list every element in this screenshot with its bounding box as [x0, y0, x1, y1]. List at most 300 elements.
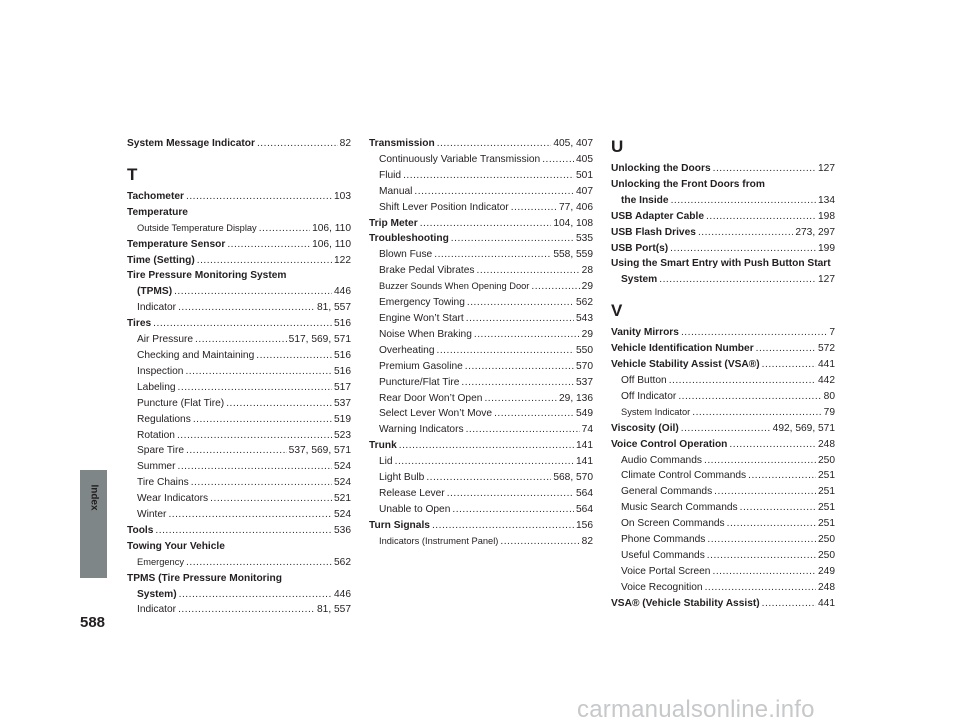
- entry-pages: 405: [576, 153, 593, 165]
- leader-dots: [712, 564, 816, 580]
- index-entry[interactable]: [369, 470, 593, 486]
- entry-pages: 122: [334, 254, 351, 266]
- entry-pages: 516: [334, 365, 351, 377]
- leader-dots: [466, 422, 580, 438]
- entry-pages: 446: [334, 286, 351, 298]
- index-entry[interactable]: [369, 327, 593, 343]
- index-entry[interactable]: [127, 253, 351, 269]
- index-entry[interactable]: [127, 587, 351, 603]
- entry-label: USB Flash Drives: [611, 226, 696, 238]
- index-column-1: [127, 136, 351, 618]
- entry-label: USB Adapter Cable: [611, 210, 705, 222]
- leader-dots: [259, 221, 310, 237]
- entry-pages: 7: [829, 327, 835, 339]
- leader-dots: [399, 438, 574, 454]
- leader-dots: [659, 272, 816, 288]
- entry-pages: 549: [576, 408, 593, 420]
- leader-dots: [168, 507, 332, 523]
- entry-label: Unable to Open: [379, 503, 451, 515]
- entry-pages: 106, 110: [312, 238, 351, 250]
- leader-dots: [437, 343, 575, 359]
- entry-pages: 79: [823, 406, 835, 418]
- leader-dots: [226, 396, 332, 412]
- entry-pages: 29: [581, 281, 593, 293]
- index-entry[interactable]: [611, 405, 835, 421]
- leader-dots: [670, 241, 816, 257]
- index-entry[interactable]: [611, 580, 835, 596]
- entry-label: Regulations: [137, 413, 191, 425]
- entry-pages: 29: [581, 328, 593, 340]
- entry-label: Tire Chains: [137, 477, 189, 489]
- leader-dots: [193, 412, 332, 428]
- leader-dots: [434, 247, 551, 263]
- index-entry[interactable]: [127, 316, 351, 332]
- entry-label: Music Search Commands: [621, 502, 738, 514]
- leader-dots: [748, 468, 816, 484]
- leader-dots: [210, 491, 332, 507]
- leader-dots: [707, 548, 816, 564]
- entry-pages: 535: [576, 233, 593, 245]
- entry-pages: 517, 569, 571: [288, 334, 351, 346]
- index-heading: Towing Your Vehicle: [127, 540, 225, 552]
- entry-label: Vehicle Stability Assist (VSA®): [611, 359, 760, 371]
- leader-dots: [756, 341, 816, 357]
- entry-label: System: [621, 274, 658, 286]
- entry-label: Winter: [137, 509, 167, 521]
- entry-pages: 536: [334, 524, 351, 536]
- leader-dots: [195, 332, 287, 348]
- index-entry[interactable]: [611, 548, 835, 564]
- entry-pages: 77, 406: [559, 201, 593, 213]
- leader-dots: [178, 602, 315, 618]
- entry-label: Outside Temperature Display: [137, 222, 257, 233]
- index-entry[interactable]: [369, 343, 593, 359]
- entry-label: Rear Door Won’t Open: [379, 392, 483, 404]
- entry-label: System): [137, 588, 177, 600]
- index-entry[interactable]: [611, 453, 835, 469]
- leader-dots: [461, 375, 574, 391]
- leader-dots: [414, 184, 574, 200]
- entry-label: Manual: [379, 185, 413, 197]
- index-entry[interactable]: [369, 216, 593, 232]
- entry-pages: 501: [576, 169, 593, 181]
- entry-pages: 82: [581, 535, 593, 547]
- leader-dots: [185, 364, 332, 380]
- index-entry[interactable]: [127, 412, 351, 428]
- index-entry[interactable]: [611, 421, 835, 437]
- entry-label: Indicator: [137, 302, 177, 314]
- entry-label: Unlocking the Doors: [611, 163, 711, 174]
- index-entry[interactable]: [369, 136, 593, 152]
- entry-label: Warning Indicators: [379, 424, 464, 436]
- entry-label: Premium Gasoline: [379, 360, 463, 372]
- index-entry[interactable]: [611, 564, 835, 580]
- index-entry[interactable]: [127, 396, 351, 412]
- entry-pages: 127: [818, 274, 835, 286]
- entry-label: System Indicator: [621, 406, 691, 417]
- entry-label: (TPMS): [137, 286, 173, 298]
- side-tab-label: Index: [88, 484, 100, 511]
- col2-entries: [369, 136, 593, 550]
- leader-dots: [474, 327, 580, 343]
- index-entry[interactable]: [369, 406, 593, 422]
- entry-pages: 524: [334, 477, 351, 489]
- entry-label: Off Button: [621, 374, 667, 386]
- letter-heading-u: U: [611, 137, 624, 156]
- index-entry[interactable]: [127, 459, 351, 475]
- entry-label: Lid: [379, 456, 393, 468]
- leader-dots: [153, 316, 332, 332]
- index-entry[interactable]: [369, 200, 593, 216]
- entry-label: Rotation: [137, 429, 175, 441]
- index-entry[interactable]: [611, 357, 835, 373]
- entry-label: Phone Commands: [621, 534, 706, 546]
- entry-label: Voice Recognition: [621, 581, 703, 593]
- index-entry[interactable]: [127, 507, 351, 523]
- leader-dots: [705, 580, 816, 596]
- leader-dots: [178, 300, 315, 316]
- entry-pages: 564: [576, 487, 593, 499]
- leader-dots: [186, 189, 332, 205]
- leader-dots: [704, 453, 816, 469]
- leader-dots: [465, 359, 574, 375]
- entry-pages: 492, 569, 571: [772, 422, 835, 434]
- entry-label: Voice Portal Screen: [621, 565, 711, 577]
- entry-label: USB Port(s): [611, 242, 669, 254]
- leader-dots: [466, 311, 574, 327]
- leader-dots: [500, 534, 579, 550]
- index-entry[interactable]: [127, 221, 351, 237]
- leader-dots: [671, 193, 816, 209]
- leader-dots: [707, 532, 816, 548]
- leader-dots: [477, 263, 580, 279]
- entry-label: Transmission: [369, 138, 435, 149]
- index-entry[interactable]: [611, 532, 835, 548]
- entry-pages: 564: [576, 503, 593, 515]
- index-entry[interactable]: [127, 364, 351, 380]
- index-entry[interactable]: [369, 295, 593, 311]
- entry-pages: 570: [576, 360, 593, 372]
- index-entry[interactable]: [369, 391, 593, 407]
- entry-pages: 199: [818, 242, 835, 254]
- index-entry[interactable]: [369, 422, 593, 438]
- watermark: carmanualsonline.info: [577, 696, 815, 723]
- index-entry[interactable]: [369, 152, 593, 168]
- entry-pages: 521: [334, 493, 351, 505]
- index-column-3: [611, 136, 835, 612]
- entry-pages: 519: [334, 413, 351, 425]
- index-entry[interactable]: [127, 348, 351, 364]
- index-entry[interactable]: [611, 437, 835, 453]
- leader-dots: [395, 454, 574, 470]
- index-entry[interactable]: [611, 241, 835, 257]
- index-heading: TPMS (Tire Pressure Monitoring: [127, 572, 282, 584]
- leader-dots: [669, 373, 816, 389]
- leader-dots: [191, 475, 332, 491]
- entry-label: Light Bulb: [379, 472, 425, 484]
- leader-dots: [692, 405, 821, 421]
- entry-pages: 568, 570: [553, 472, 593, 484]
- entry-pages: 156: [576, 519, 593, 531]
- entry-pages: 74: [581, 424, 593, 436]
- entry-pages: 103: [334, 190, 351, 202]
- entry-label: Trunk: [369, 440, 397, 452]
- index-entry[interactable]: [611, 484, 835, 500]
- entry-pages: 81, 557: [317, 302, 351, 314]
- entry-label: Air Pressure: [137, 334, 194, 346]
- entry-pages: 251: [818, 470, 835, 482]
- entry-label: Summer: [137, 461, 176, 473]
- leader-dots: [729, 437, 816, 453]
- entry-label: Fluid: [379, 169, 402, 181]
- leader-dots: [706, 209, 816, 225]
- index-entry[interactable]: [369, 231, 593, 247]
- leader-dots: [420, 216, 552, 232]
- leader-dots: [727, 516, 816, 532]
- entry-label: Time (Setting): [127, 254, 195, 266]
- entry-pages: 198: [818, 210, 835, 222]
- entry-label: Useful Commands: [621, 549, 705, 561]
- leader-dots: [467, 295, 574, 311]
- entry-pages: 446: [334, 588, 351, 600]
- entry-label: Tools: [127, 524, 154, 536]
- index-heading: Temperature: [127, 206, 188, 218]
- entry-label: Audio Commands: [621, 454, 702, 466]
- entry-pages: 562: [576, 297, 593, 309]
- entry-pages: 524: [334, 509, 351, 521]
- entry-pages: 28: [581, 265, 593, 277]
- entry-label: Climate Control Commands: [621, 470, 747, 482]
- index-entry[interactable]: [369, 454, 593, 470]
- index-entry[interactable]: [127, 237, 351, 253]
- index-heading: Using the Smart Entry with Push Button Start: [611, 258, 831, 270]
- index-entry[interactable]: [127, 555, 351, 571]
- entry-label: Vehicle Identification Number: [611, 343, 754, 355]
- leader-dots: [713, 161, 816, 177]
- leader-dots: [174, 284, 332, 300]
- entry-label: Puncture/Flat Tire: [379, 376, 460, 388]
- index-entry[interactable]: [611, 272, 835, 288]
- entry-pages: 141: [576, 456, 593, 468]
- leader-dots: [256, 348, 332, 364]
- leader-dots: [426, 470, 551, 486]
- entry-pages: 82: [339, 138, 351, 149]
- entry-pages: 523: [334, 429, 351, 441]
- entry-label: Emergency Towing: [379, 297, 465, 309]
- index-entry[interactable]: [369, 359, 593, 375]
- leader-dots: [740, 500, 816, 516]
- leader-dots: [762, 357, 816, 373]
- entry-pages: 558, 559: [553, 249, 593, 261]
- leader-dots: [447, 486, 574, 502]
- entry-label: Shift Lever Position Indicator: [379, 201, 509, 213]
- leader-dots: [762, 596, 816, 612]
- index-entry[interactable]: [611, 500, 835, 516]
- letter-heading-t: T: [127, 164, 138, 184]
- entry-pages: 524: [334, 461, 351, 473]
- entry-label: Wear Indicators: [137, 493, 209, 505]
- entry-pages: 251: [818, 518, 835, 530]
- entry-pages: 81, 557: [317, 604, 351, 616]
- index-entry[interactable]: [127, 428, 351, 444]
- index-entry[interactable]: [611, 209, 835, 225]
- entry-pages: 248: [818, 438, 835, 450]
- entry-label: System Message Indicator: [127, 138, 255, 149]
- leader-dots: [197, 253, 332, 269]
- col1-pre-entries: [127, 136, 351, 152]
- entry-pages: 104, 108: [553, 217, 593, 229]
- index-entry[interactable]: [611, 468, 835, 484]
- leader-dots: [452, 502, 574, 518]
- entry-label: Continuously Variable Transmission: [379, 153, 541, 165]
- index-entry[interactable]: [369, 311, 593, 327]
- entry-label: Blown Fuse: [379, 249, 433, 261]
- entry-label: Tachometer: [127, 190, 184, 202]
- entry-pages: 250: [818, 549, 835, 561]
- col3-v-entries: [611, 325, 835, 611]
- entry-pages: 550: [576, 344, 593, 356]
- entry-label: VSA® (Vehicle Stability Assist): [611, 597, 760, 609]
- entry-pages: 141: [576, 440, 593, 452]
- entry-label: Temperature Sensor: [127, 238, 226, 250]
- leader-dots: [177, 428, 332, 444]
- entry-label: Tires: [127, 318, 152, 330]
- index-entry[interactable]: [127, 523, 351, 539]
- entry-label: Puncture (Flat Tire): [137, 397, 225, 409]
- index-entry[interactable]: [611, 516, 835, 532]
- leader-dots: [179, 587, 332, 603]
- leader-dots: [155, 523, 332, 539]
- entry-pages: 441: [818, 359, 835, 371]
- entry-label: Indicators (Instrument Panel): [379, 535, 499, 546]
- entry-pages: 250: [818, 534, 835, 546]
- index-entry[interactable]: [127, 136, 351, 152]
- index-entry[interactable]: [369, 438, 593, 454]
- entry-label: On Screen Commands: [621, 518, 725, 530]
- leader-dots: [186, 555, 332, 571]
- entry-pages: 442: [818, 374, 835, 386]
- index-column-2: [369, 136, 593, 550]
- index-heading: Tire Pressure Monitoring System: [127, 270, 287, 282]
- entry-label: Emergency: [137, 556, 185, 567]
- entry-label: Engine Won’t Start: [379, 312, 464, 324]
- index-entry[interactable]: [369, 279, 593, 295]
- entry-pages: 537: [576, 376, 593, 388]
- index-entry[interactable]: [127, 443, 351, 459]
- entry-pages: 516: [334, 318, 351, 330]
- leader-dots: [542, 152, 574, 168]
- index-entry[interactable]: [127, 332, 351, 348]
- leader-dots: [681, 325, 827, 341]
- entry-pages: 407: [576, 185, 593, 197]
- index-entry[interactable]: [611, 225, 835, 241]
- leader-dots: [227, 237, 310, 253]
- leader-dots: [432, 518, 574, 534]
- leader-dots: [257, 136, 338, 152]
- leader-dots: [178, 380, 332, 396]
- index-entry[interactable]: [127, 189, 351, 205]
- entry-pages: 250: [818, 454, 835, 466]
- entry-pages: 543: [576, 312, 593, 324]
- entry-pages: 134: [818, 194, 835, 206]
- leader-dots: [186, 443, 287, 459]
- entry-pages: 251: [818, 502, 835, 514]
- entry-pages: 29, 136: [559, 392, 593, 404]
- entry-label: Viscosity (Oil): [611, 422, 679, 434]
- entry-label: Spare Tire: [137, 445, 184, 457]
- col1-entries: [127, 189, 351, 618]
- entry-label: Brake Pedal Vibrates: [379, 265, 475, 277]
- entry-label: Turn Signals: [369, 519, 430, 531]
- index-entry[interactable]: [611, 341, 835, 357]
- index-side-label: [80, 450, 107, 580]
- index-entry[interactable]: [369, 247, 593, 263]
- index-heading: Unlocking the Front Doors from: [611, 178, 765, 190]
- entry-pages: 441: [818, 597, 835, 609]
- entry-pages: 537, 569, 571: [288, 445, 351, 457]
- index-entry[interactable]: [369, 184, 593, 200]
- index-entry[interactable]: [127, 475, 351, 491]
- entry-pages: 517: [334, 381, 351, 393]
- entry-label: Trip Meter: [369, 217, 418, 229]
- entry-label: Inspection: [137, 365, 184, 377]
- index-entry[interactable]: [611, 325, 835, 341]
- index-entry[interactable]: [127, 300, 351, 316]
- entry-label: Voice Control Operation: [611, 438, 728, 450]
- entry-pages: 249: [818, 565, 835, 577]
- entry-pages: 562: [334, 556, 351, 568]
- entry-label: Buzzer Sounds When Opening Door: [379, 281, 530, 292]
- entry-label: Select Lever Won’t Move: [379, 408, 493, 420]
- entry-label: Vanity Mirrors: [611, 327, 679, 339]
- entry-label: Release Lever: [379, 487, 445, 499]
- index-entry[interactable]: [127, 284, 351, 300]
- index-entry[interactable]: [611, 373, 835, 389]
- index-entry[interactable]: [127, 602, 351, 618]
- index-entry[interactable]: [127, 491, 351, 507]
- entry-pages: 572: [818, 343, 835, 355]
- index-entry[interactable]: [611, 596, 835, 612]
- entry-pages: 537: [334, 397, 351, 409]
- entry-label: Checking and Maintaining: [137, 349, 255, 361]
- index-entry[interactable]: [369, 168, 593, 184]
- leader-dots: [451, 231, 574, 247]
- entry-label: Off Indicator: [621, 390, 677, 402]
- page-number: 588: [80, 614, 106, 631]
- index-entry[interactable]: [369, 518, 593, 534]
- index-entry[interactable]: [369, 534, 593, 550]
- index-entry[interactable]: [611, 389, 835, 405]
- index-entry[interactable]: [369, 486, 593, 502]
- leader-dots: [494, 406, 574, 422]
- index-entry[interactable]: [127, 380, 351, 396]
- index-entry[interactable]: [369, 375, 593, 391]
- entry-pages: 405, 407: [553, 138, 593, 149]
- entry-pages: 127: [818, 163, 835, 174]
- index-entry[interactable]: [611, 193, 835, 209]
- entry-pages: 516: [334, 349, 351, 361]
- leader-dots: [403, 168, 574, 184]
- index-entry[interactable]: [611, 161, 835, 177]
- index-entry[interactable]: [369, 263, 593, 279]
- entry-label: Indicator: [137, 604, 177, 616]
- index-entry[interactable]: [369, 502, 593, 518]
- leader-dots: [511, 200, 557, 216]
- entry-label: Noise When Braking: [379, 328, 472, 340]
- leader-dots: [698, 225, 793, 241]
- entry-label: Overheating: [379, 344, 435, 356]
- leader-dots: [714, 484, 816, 500]
